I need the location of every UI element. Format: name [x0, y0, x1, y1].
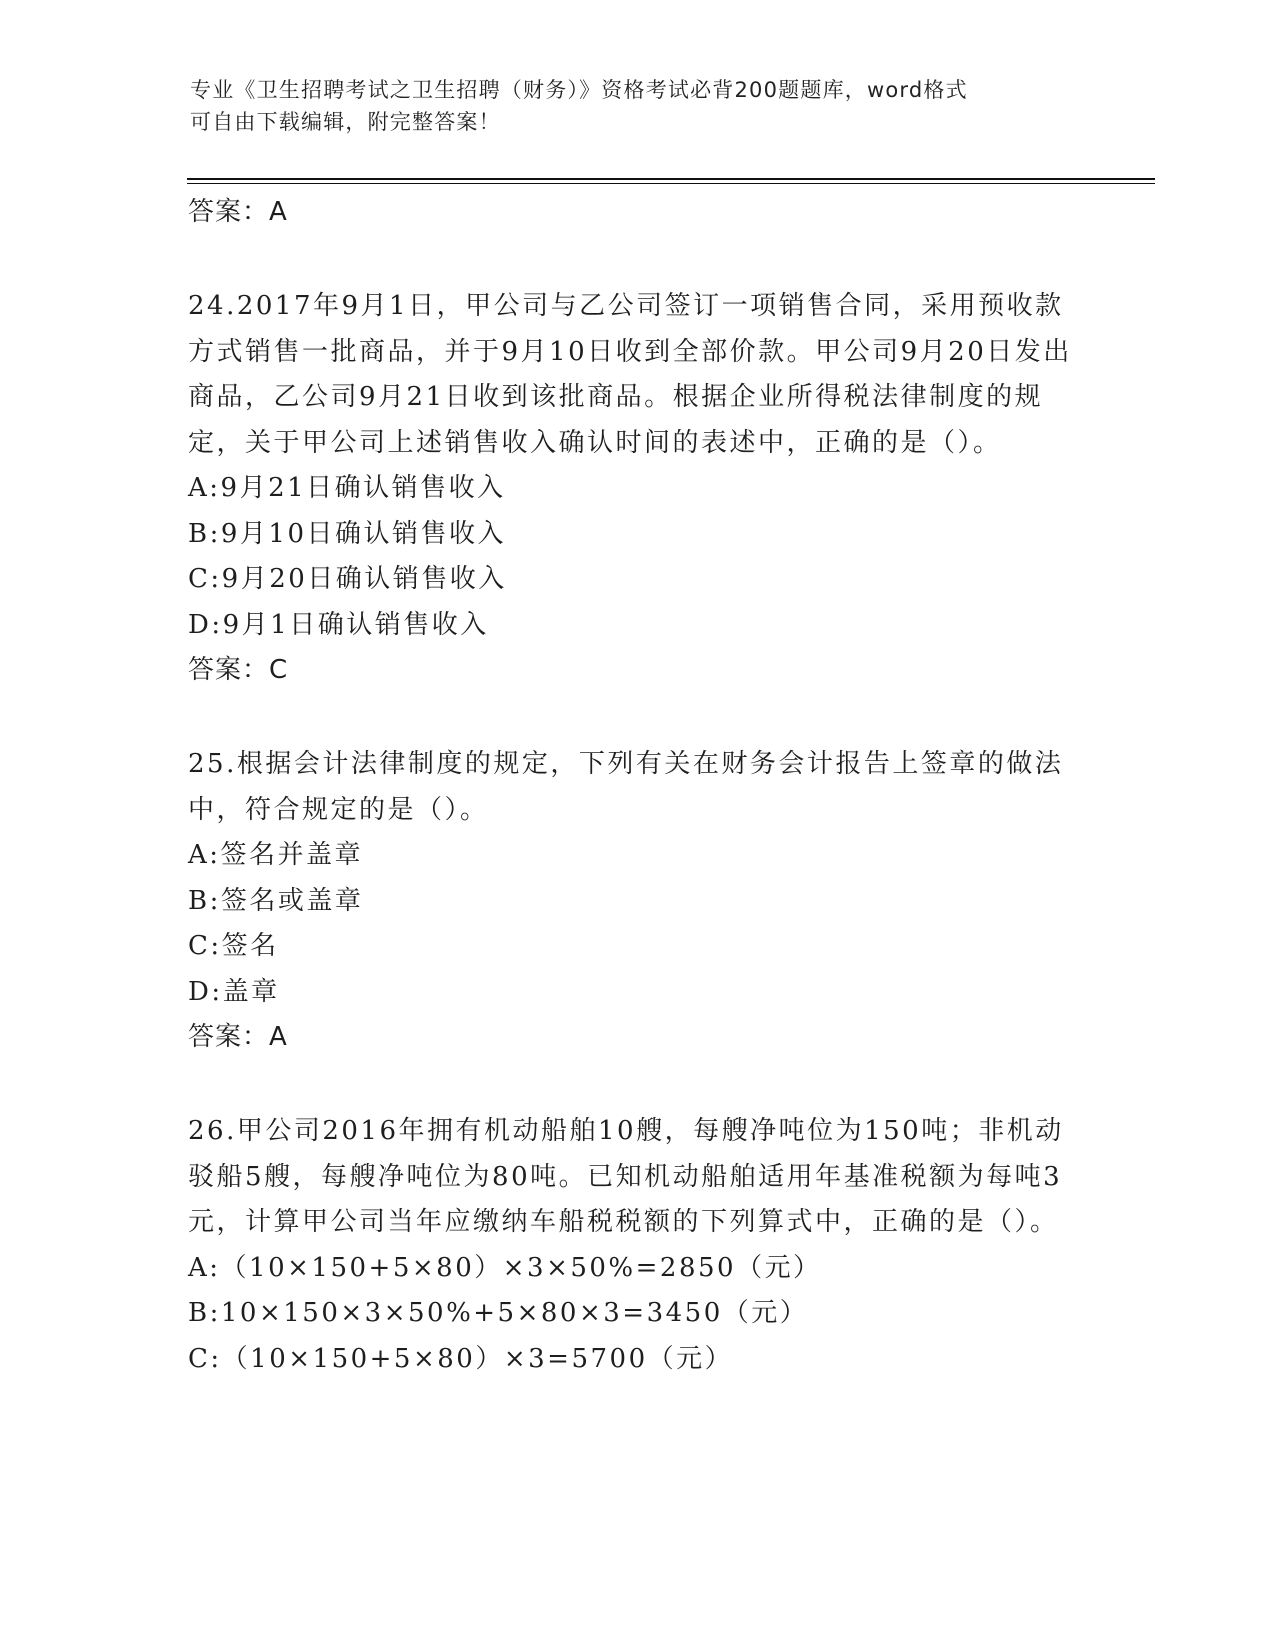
question-26: [188, 1109, 1088, 1382]
header-rule-thin: [187, 183, 1155, 184]
option-text: 9月10日确认销售收入: [220, 518, 507, 549]
question-content: [188, 190, 1088, 1382]
option-letter: A:: [188, 840, 221, 870]
option-text: （10×150+5×80）×3=5700（元）: [221, 1343, 734, 1374]
question-25: [188, 742, 1088, 1059]
option-letter: B:: [188, 885, 221, 916]
question-25-option-a: [188, 833, 1088, 879]
question-24-option-c: [188, 557, 1088, 603]
option-text: 9月21日确认销售收入: [220, 473, 506, 503]
question-24: [188, 284, 1088, 692]
spacer: [188, 234, 1088, 284]
option-letter: A:: [188, 1252, 221, 1283]
header-rule-thick: [187, 178, 1155, 180]
option-text: （10×150+5×80）×3×50%=2850（元）: [220, 1252, 822, 1283]
option-letter: C:: [188, 1343, 222, 1374]
spacer: [188, 692, 1088, 742]
question-25-option-d: [188, 970, 1088, 1016]
option-letter: D:: [188, 609, 223, 640]
header-line-1: 专业《卫生招聘考试之卫生招聘（财务）》资格考试必背200题题库，word格式: [190, 78, 968, 102]
question-25-option-c: [188, 924, 1088, 970]
option-letter: C:: [188, 931, 222, 961]
page-header: [190, 74, 1070, 138]
question-25-option-b: [188, 879, 1088, 925]
question-24-stem: 24.2017年9月1日，甲公司与乙公司签订一项销售合同，采用预收款方式销售一批商品，并于9月10日收到全部价款。甲公司9月20日发出商品，乙公司9月21日收到该批商品。根据企业所得税法律制度的规定，关于甲公司上述销售收入确认时间的表述中，正确的是（）。: [188, 291, 1072, 458]
spacer: [188, 1059, 1088, 1109]
option-text: 盖章: [222, 976, 280, 1007]
option-letter: B:: [188, 1298, 221, 1328]
option-letter: A:: [188, 473, 221, 503]
question-24-option-a: [188, 466, 1088, 512]
question-26-option-b: [188, 1291, 1088, 1337]
option-text: 9月20日确认销售收入: [221, 564, 507, 594]
option-letter: C:: [188, 564, 222, 594]
option-text: 10×150×3×50%+5×80×3=3450（元）: [220, 1298, 809, 1328]
option-letter: B:: [188, 518, 221, 549]
question-24-option-d: [188, 603, 1088, 649]
question-26-stem: 26.甲公司2016年拥有机动船舶10艘，每艘净吨位为150吨；非机动驳船5艘，每艘净吨位为80吨。已知机动船舶适用年基准税额为每吨3元，计算甲公司当年应缴纳车船税税额的下列算式中，正确的是（）。: [188, 1116, 1064, 1237]
question-24-option-b: [188, 512, 1088, 558]
question-25-stem: 25.根据会计法律制度的规定，下列有关在财务会计报告上签章的做法中，符合规定的是（）。: [188, 749, 1064, 825]
header-line-2: 可自由下载编辑，附完整答案！: [190, 110, 501, 134]
answer-q25: 答案：A: [188, 1022, 288, 1052]
answer-q24: 答案：C: [188, 655, 289, 685]
question-26-option-a: [188, 1246, 1088, 1292]
option-letter: D:: [188, 976, 223, 1007]
answer-q23: 答案：A: [188, 197, 288, 227]
option-text: 9月1日确认销售收入: [222, 609, 489, 640]
question-26-option-c: [188, 1337, 1088, 1383]
option-text: 签名或盖章: [220, 885, 364, 916]
option-text: 签名并盖章: [220, 840, 364, 870]
option-text: 签名: [221, 931, 279, 961]
